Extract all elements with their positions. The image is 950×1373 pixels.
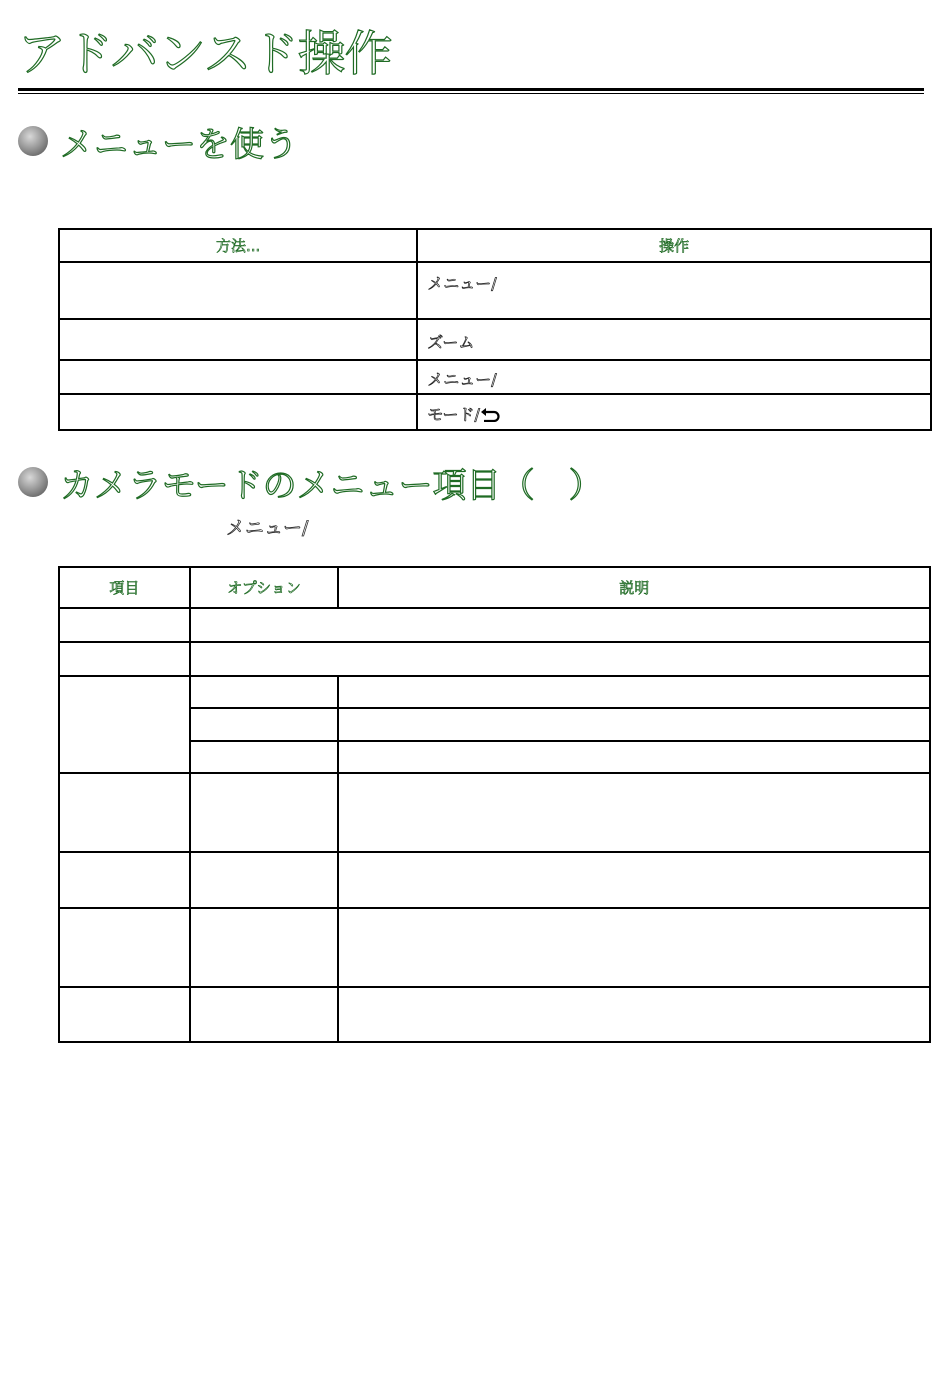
header-description: 説明 <box>338 567 930 608</box>
table-row <box>59 908 930 987</box>
table-header-row <box>59 567 930 608</box>
method-cell <box>59 262 417 319</box>
title-rule-thin <box>18 93 924 94</box>
item-cell <box>59 852 190 908</box>
description-cell <box>190 608 930 642</box>
option-cell <box>190 741 339 773</box>
section-heading-camera-menu <box>18 462 603 506</box>
description-cell <box>338 852 930 908</box>
description-cell <box>338 676 930 708</box>
option-cell <box>190 773 339 852</box>
table-row <box>59 741 930 773</box>
table-row <box>59 708 930 741</box>
table-row <box>59 319 931 360</box>
table-row <box>59 608 930 642</box>
method-cell <box>59 319 417 360</box>
item-cell <box>59 987 190 1042</box>
item-cell <box>59 608 190 642</box>
table-row <box>59 987 930 1042</box>
operation-cell: メニュー/ <box>417 360 931 394</box>
method-cell <box>59 394 417 430</box>
item-cell <box>59 908 190 987</box>
table-row <box>59 852 930 908</box>
item-cell <box>59 642 190 676</box>
camera-menu-table <box>58 566 931 1043</box>
description-cell <box>338 741 930 773</box>
item-cell <box>59 773 190 852</box>
table-row <box>59 394 931 430</box>
table-header-row <box>59 229 931 262</box>
table-row <box>59 676 930 708</box>
return-arrow-icon <box>480 406 500 422</box>
description-cell <box>338 987 930 1042</box>
option-cell <box>190 708 339 741</box>
operation-cell: ズーム <box>417 319 931 360</box>
circle-bullet-icon <box>18 126 48 156</box>
description-cell <box>338 773 930 852</box>
description-cell <box>190 642 930 676</box>
table-row <box>59 773 930 852</box>
description-cell <box>338 708 930 741</box>
option-cell <box>190 987 339 1042</box>
item-cell <box>59 676 190 773</box>
section-title: カメラモードのメニュー項目（ ） <box>60 465 603 506</box>
table-row <box>59 360 931 394</box>
title-rule <box>18 88 924 91</box>
header-method: 方法... <box>59 229 417 262</box>
method-cell <box>59 360 417 394</box>
section-heading-menu <box>18 121 298 165</box>
header-item: 項目 <box>59 567 190 608</box>
option-cell <box>190 908 339 987</box>
section-title: メニューを使う <box>60 124 298 165</box>
description-cell <box>338 908 930 987</box>
menu-note: メニュー/ <box>226 517 309 539</box>
header-operation: 操作 <box>417 229 931 262</box>
operation-cell: メニュー/ <box>417 262 931 319</box>
page-title: アドバンスド操作 <box>18 26 392 82</box>
header-option: オプション <box>190 567 339 608</box>
table-row <box>59 642 930 676</box>
circle-bullet-icon <box>18 467 48 497</box>
operation-cell: モード/ <box>417 394 931 430</box>
option-cell <box>190 676 339 708</box>
table-row <box>59 262 931 319</box>
option-cell <box>190 852 339 908</box>
menu-operation-table <box>58 228 932 431</box>
